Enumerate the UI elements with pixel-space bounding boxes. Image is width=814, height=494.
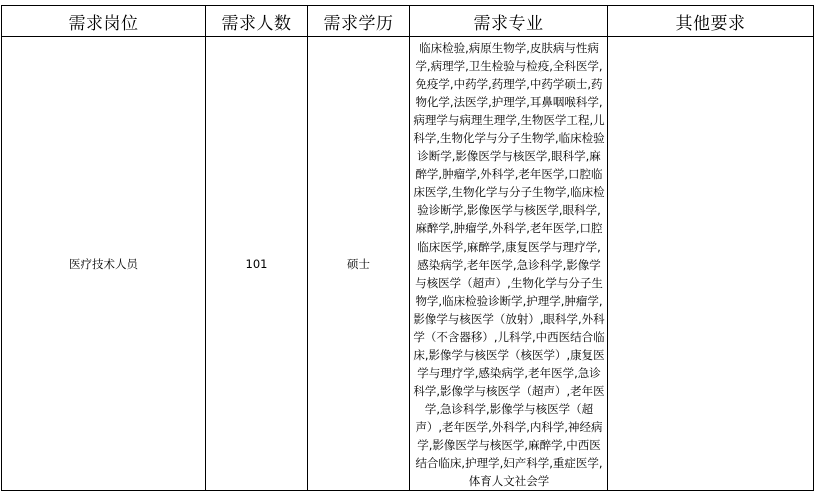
header-other: 其他要求: [608, 6, 814, 37]
header-position: 需求岗位: [2, 6, 206, 37]
header-major: 需求专业: [410, 6, 608, 37]
cell-count: 101: [206, 37, 308, 491]
cell-major: [410, 37, 608, 491]
cell-position: 医疗技术人员: [2, 37, 206, 491]
header-education: 需求学历: [308, 6, 410, 37]
header-row: [2, 6, 814, 37]
major-list-text: 临床检验,病原生物学,皮肤病与性病学,病理学,卫生检验与检疫,全科医学,免疫学,中药学,药理学,中药学硕士,药物化学,法医学,护理学,耳鼻咽喉科学,病理学与病理生理学,生物医学工程,儿科学,生物化学与分子生物学,临床检验诊断学,影像医学与核医学,眼科学,麻醉学,肿瘤学,外科学,老年医学,口腔临床医学,生物化学与分子生物学,临床检验诊断学,影像医学与核医学,眼科学,麻醉学,肿瘤学,外科学,老年医学,口腔临床医学,麻醉学,康复医学与理疗学,感染病学,老年医学,急诊科学,影像学与核医学（超声）,生物化学与分子生物学,临床检验诊断学,护理学,肿瘤学,影像学与核医学（放射）,眼科学,外科学（不含器移）,儿科学,中西医结合临床,影像学与核医学（核医学）,康复医学与理疗学,感染病学,老年医学,急诊科学,影像学与核医学（超声）,老年医学,急诊科学,影像学与核医学（超声）,老年医学,外科学,内科学,神经病学,影像医学与核医学,麻醉学,中西医结合临床,护理学,妇产科学,重症医学,体育人文社会学: [413, 41, 605, 489]
cell-education: 硕士: [308, 37, 410, 491]
table-row: [2, 37, 814, 491]
recruitment-table: [1, 5, 814, 491]
header-count: 需求人数: [206, 6, 308, 37]
cell-other: [608, 37, 814, 491]
